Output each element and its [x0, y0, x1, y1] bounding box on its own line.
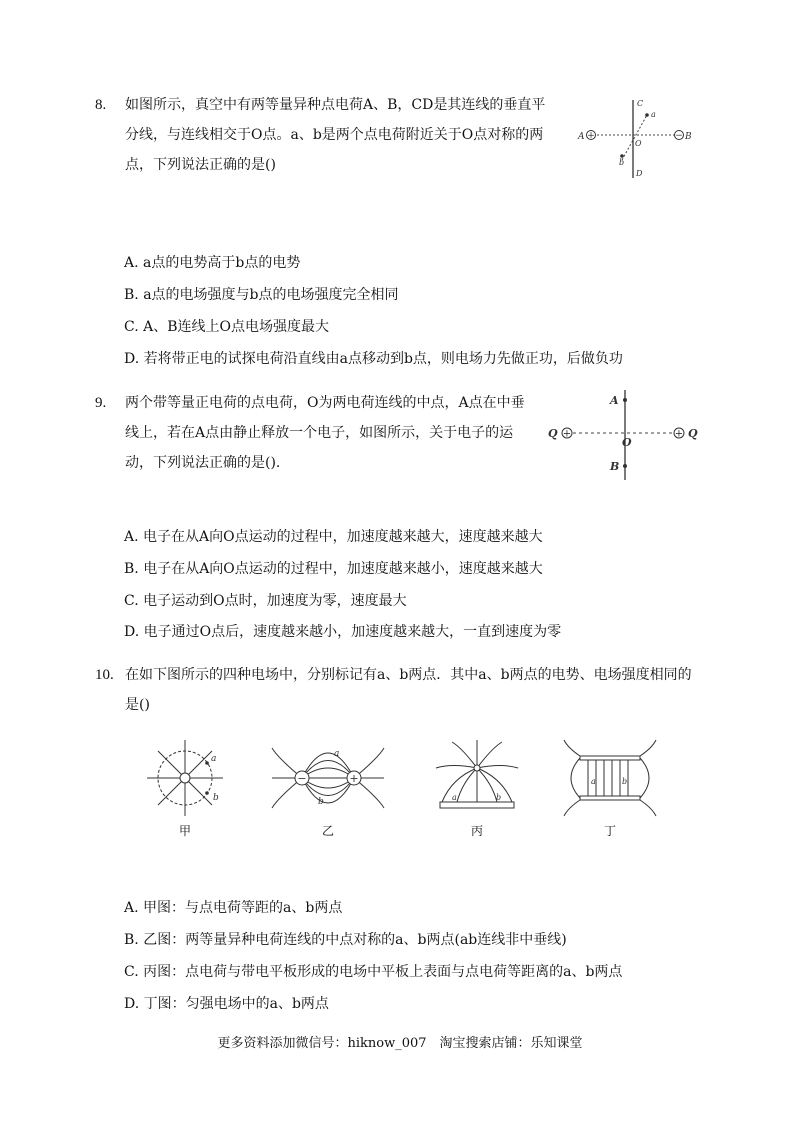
- q9-option-d: D. 电子通过O点后，速度越来越小，加速度越来越大，一直到速度为零: [124, 624, 562, 640]
- stem-line: 点，下列说法正确的是(): [125, 157, 276, 173]
- q10-option-b: B. 乙图：两等量异种电荷连线的中点对称的a、b两点(ab连线非中垂线): [124, 932, 567, 948]
- stem-line: 是(): [125, 697, 150, 713]
- label-O: O: [622, 436, 632, 449]
- stem-line: 如图所示，真空中有两等量异种点电荷A、B，CD是其连线的垂直平: [125, 97, 546, 113]
- caption-bing: 丙: [470, 824, 483, 838]
- label-A: A: [610, 394, 619, 407]
- q9-option-b: B. 电子在从A向O点运动的过程中，加速度越来越小，速度越来越大: [124, 561, 543, 577]
- q10-option-d: D. 丁图：匀强电场中的a、b两点: [124, 996, 329, 1012]
- question-number: 10.: [95, 667, 114, 683]
- svg-text:b: b: [213, 793, 219, 803]
- q10-option-a: A. 甲图：与点电荷等距的a、b两点: [124, 900, 343, 916]
- question-stem: [125, 660, 725, 720]
- label-C: C: [637, 99, 644, 108]
- label-Q-left: Q: [548, 427, 558, 440]
- caption-ding: 丁: [603, 824, 616, 838]
- q8-figure: [575, 98, 695, 180]
- label-b: b: [619, 158, 625, 167]
- q8-option-c: C. A、B连线上O点电场强度最大: [124, 319, 329, 335]
- figure-ding: [560, 738, 660, 818]
- q8-option-d: D. 若将带正电的试探电荷沿直线由a点移动到b点，则电场力先做正功，后做负功: [124, 351, 623, 367]
- question-number: 9.: [95, 395, 107, 411]
- label-a: a: [651, 110, 656, 119]
- question-stem: [125, 388, 565, 478]
- q9-option-c: C. 电子运动到O点时，加速度为零，速度最大: [124, 593, 407, 609]
- svg-text:b: b: [318, 797, 324, 807]
- svg-text:a: a: [591, 777, 596, 786]
- q9-figure: [545, 388, 705, 483]
- figure-jia: [145, 738, 225, 818]
- label-B: B: [685, 132, 692, 142]
- svg-text:+: +: [674, 428, 684, 440]
- label-D: D: [636, 169, 643, 178]
- label-Q-right: Q: [688, 427, 698, 440]
- stem-line: 在如下图所示的四种电场中，分别标记有a、b两点．其中a、b两点的电势、电场强度相同的: [125, 667, 692, 683]
- label-A: A: [578, 132, 585, 142]
- question-number: 8.: [95, 97, 107, 113]
- svg-text:a: a: [334, 749, 340, 759]
- q8-option-b: B. a点的电场强度与b点的电场强度完全相同: [124, 287, 399, 303]
- figure-yi: [268, 738, 388, 818]
- label-O: O: [635, 139, 642, 148]
- stem-line: 线上，若在A点由静止释放一个电子，如图所示，关于电子的运: [125, 425, 514, 441]
- svg-text:b: b: [622, 777, 628, 786]
- q10-option-c: C. 丙图：点电荷与带电平板形成的电场中平板上表面与点电荷等距离的a、b两点: [124, 964, 623, 980]
- svg-text:−: −: [297, 772, 307, 785]
- caption-jia: 甲: [178, 824, 191, 838]
- svg-text:−: −: [675, 131, 683, 141]
- svg-text:+: +: [349, 772, 359, 785]
- svg-text:a: a: [452, 793, 457, 802]
- q8-option-a: A. a点的电势高于b点的电势: [124, 255, 301, 271]
- label-B: B: [610, 460, 620, 473]
- question-stem: [125, 90, 565, 180]
- svg-text:b: b: [496, 793, 502, 802]
- caption-yi: 乙: [321, 824, 334, 838]
- stem-line: 动，下列说法正确的是().: [125, 455, 281, 471]
- stem-line: 两个带等量正电荷的点电荷，O为两电荷连线的中点，A点在中垂: [125, 395, 525, 411]
- q9-option-a: A. 电子在从A向O点运动的过程中，加速度越来越大，速度越来越大: [124, 529, 543, 545]
- stem-line: 分线，与连线相交于O点。a、b是两个点电荷附近关于O点对称的两: [125, 127, 544, 143]
- figure-bing: [432, 738, 522, 818]
- page-footer: 更多资料添加微信号：hiknow_007 淘宝搜索店铺：乐知课堂: [217, 1036, 583, 1051]
- svg-text:a: a: [211, 754, 217, 764]
- svg-text:+: +: [587, 131, 595, 141]
- svg-text:+: +: [562, 428, 572, 440]
